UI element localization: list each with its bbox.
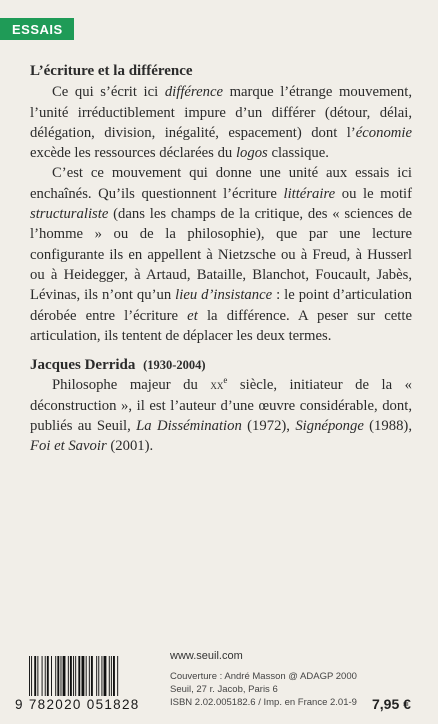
text-run: et [187, 307, 198, 324]
text-run: siècle, initiateur de la « déconstruction », il est l’auteur d’une œuvre considérable, dont, publiés au Seuil, [30, 377, 413, 435]
credits-line: Couverture : André Masson @ ADAGP 2000 [170, 671, 357, 682]
collection-tag: ESSAIS [0, 18, 74, 40]
credits-block [170, 670, 357, 709]
text-run: La Dissémination [136, 418, 242, 435]
text-run: lieu d’insistance [175, 287, 273, 304]
text-run: excède les ressources déclarées du [30, 145, 236, 162]
blurb-paragraph-2 [30, 163, 412, 346]
author-heading [30, 355, 412, 375]
text-run: structuraliste [30, 206, 109, 223]
text-run: littéraire [283, 185, 336, 202]
text-run: Foi et Savoir [30, 438, 107, 455]
blurb-paragraph-1 [30, 82, 412, 163]
text-run: (dans les champs de la critique, des « sciences de l’homme » ou de la philosophie), que par une lecture configurante ils en appellent à Nietzsche ou à Freud, à Husserl ou à Heidegger, à Artaud, Bataille, Blanchot, Foucault, Jabès, Lévinas, ils n’ont qu’un [30, 206, 412, 304]
publisher-website: www.seuil.com [170, 650, 243, 662]
text-run: Philosophe majeur du [52, 377, 211, 394]
text-run: la différence. A peser sur cette articulation, ils tentent de déplacer les deux termes. [30, 307, 412, 344]
barcode-bars [29, 656, 155, 696]
text-run: Ce qui s’écrit ici [52, 84, 165, 101]
text-run: classique. [267, 145, 329, 162]
text-run: (1988), [363, 418, 412, 435]
price: 7,95 € [372, 696, 411, 712]
text-run: ou le motif [335, 185, 412, 202]
author-name: Jacques Derrida [30, 357, 136, 374]
blurb [30, 61, 412, 457]
text-run: logos [235, 145, 268, 162]
barcode [15, 652, 157, 714]
text-run: économie [355, 124, 412, 141]
text-run: xx [210, 377, 224, 393]
credits-line: Seuil, 27 r. Jacob, Paris 6 [170, 684, 278, 695]
author-bio [30, 375, 412, 456]
book-title: L’écriture et la différence [30, 63, 193, 79]
text-run: Signéponge [295, 418, 364, 435]
credits-line: ISBN 2.02.005182.6 / Imp. en France 2.01-9 [170, 697, 357, 708]
text-run: C’est ce mouvement qui donne une unité aux essais ici enchaînés. Qu’ils questionnent l’écriture [30, 165, 412, 202]
text-run: (1972), [241, 418, 296, 435]
text-run: (2001). [106, 438, 154, 455]
barcode-number: 9 782020 051828 [15, 697, 140, 712]
text-run: différence [164, 84, 223, 101]
text-run: : le point d’articulation dérobée entre l’écriture [30, 287, 412, 324]
text-run: e [223, 375, 228, 386]
text-run: marque l’étrange mouvement, l’unité irréductiblement impure d’un différer (détour, délai, délégation, division, inégalité, espacement) dont l’ [30, 84, 412, 141]
author-dates: (1930-2004) [143, 358, 206, 373]
